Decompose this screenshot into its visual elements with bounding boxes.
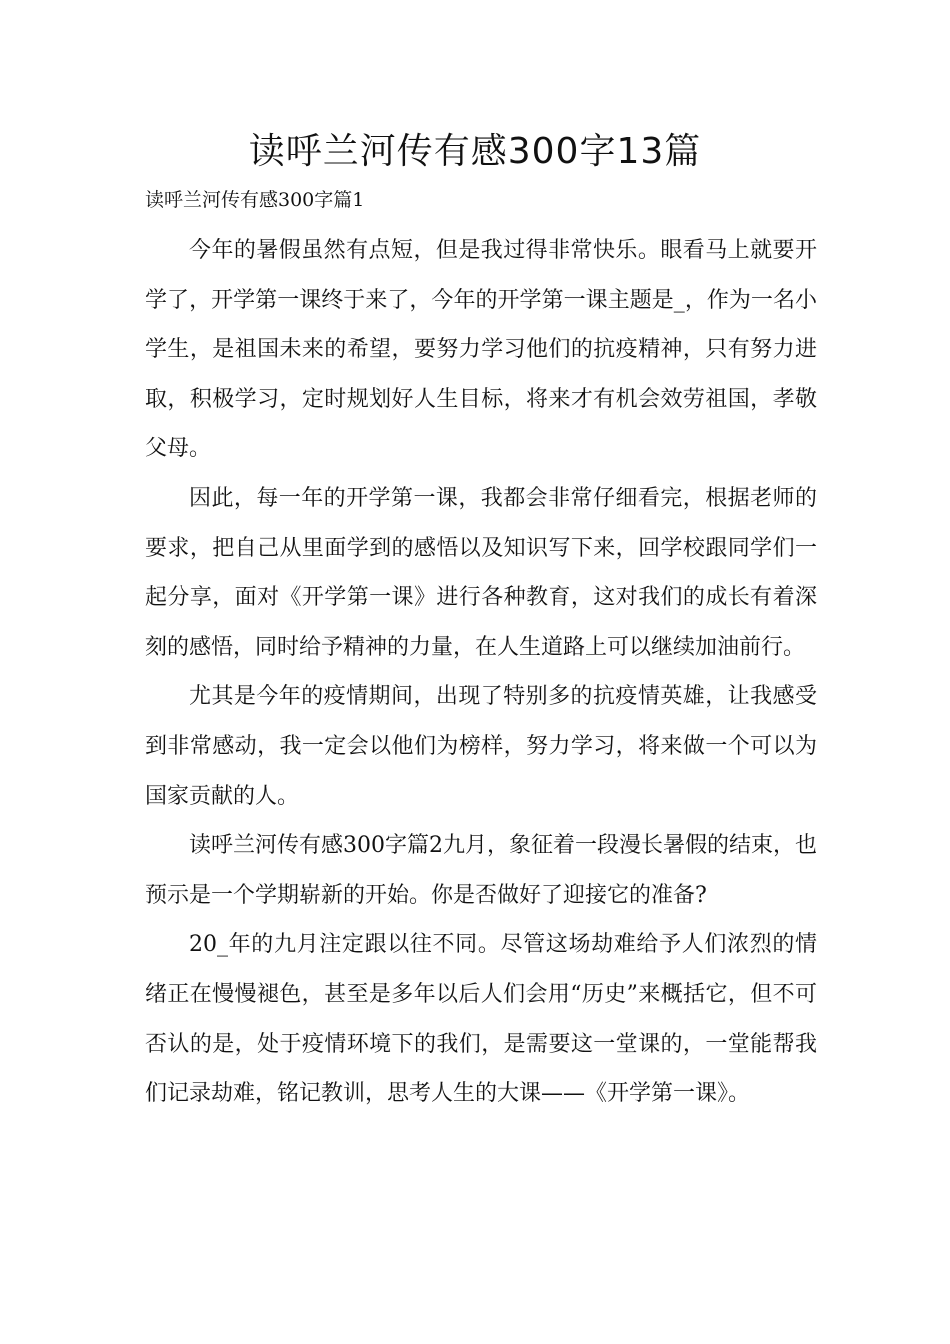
paragraph: 今年的暑假虽然有点短，但是我过得非常快乐。眼看马上就要开学了，开学第一课终于来了，今年的开学第一课主题是_，作为一名小学生，是祖国未来的希望，要努力学习他们的抗疫精神，只有努力进取，积极学习，定时规划好人生目标，将来才有机会效劳祖国，孝敬父母。 xyxy=(145,238,817,462)
section-heading: 读呼兰河传有感300字篇1 xyxy=(145,189,365,211)
paragraph: 读呼兰河传有感300字篇2九月，象征着一段漫长暑假的结束，也预示是一个学期崭新的开始。你是否做好了迎接它的准备? xyxy=(145,833,817,908)
document-body xyxy=(145,226,817,1119)
document-title: 读呼兰河传有感300字13篇 xyxy=(248,131,702,172)
paragraph: 尤其是今年的疫情期间，出现了特别多的抗疫情英雄，让我感受到非常感动，我一定会以他们为榜样，努力学习，将来做一个可以为国家贡献的人。 xyxy=(145,684,817,809)
paragraph: 20_年的九月注定跟以往不同。尽管这场劫难给予人们浓烈的情绪正在慢慢褪色，甚至是多年以后人们会用“历史”来概括它，但不可否认的是，处于疫情环境下的我们，是需要这一堂课的，一堂能帮我们记录劫难，铭记教训，思考人生的大课——《开学第一课》。 xyxy=(145,932,817,1107)
paragraph: 因此，每一年的开学第一课，我都会非常仔细看完，根据老师的要求，把自己从里面学到的感悟以及知识写下来，回学校跟同学们一起分享，面对《开学第一课》进行各种教育，这对我们的成长有着深刻的感悟，同时给予精神的力量，在人生道路上可以继续加油前行。 xyxy=(145,485,817,660)
